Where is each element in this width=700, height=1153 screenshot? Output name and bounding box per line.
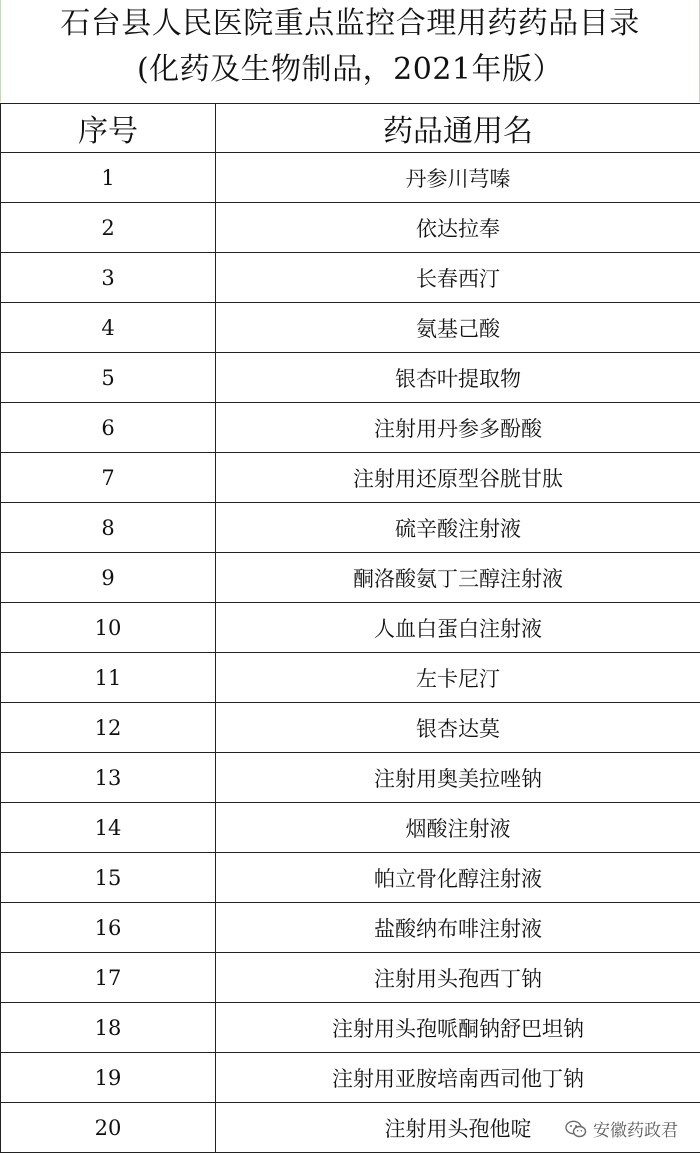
row-number: 14 (1, 803, 216, 853)
table-row (1, 1053, 700, 1103)
drug-name: 烟酸注射液 (216, 803, 700, 853)
row-number: 9 (1, 553, 216, 603)
drug-list-table (0, 103, 700, 1153)
drug-name: 银杏叶提取物 (216, 353, 700, 403)
row-number: 15 (1, 853, 216, 903)
table-row (1, 853, 700, 903)
table-row (1, 303, 700, 353)
table-row (1, 403, 700, 453)
drug-name: 左卡尼汀 (216, 653, 700, 703)
table-row (1, 703, 700, 753)
row-number: 3 (1, 253, 216, 303)
drug-name: 银杏达莫 (216, 703, 700, 753)
table-row (1, 453, 700, 503)
row-number: 17 (1, 953, 216, 1003)
drug-name: 氨基己酸 (216, 303, 700, 353)
document-title (0, 0, 700, 102)
drug-name: 帕立骨化醇注射液 (216, 853, 700, 903)
row-number: 7 (1, 453, 216, 503)
drug-name: 长春西汀 (216, 253, 700, 303)
table-row (1, 503, 700, 553)
row-number: 13 (1, 753, 216, 803)
table-row (1, 803, 700, 853)
table-header-row (1, 104, 700, 153)
wechat-icon (565, 1120, 587, 1138)
row-number: 8 (1, 503, 216, 553)
drug-name: 注射用头孢哌酮钠舒巴坦钠 (216, 1003, 700, 1053)
table-row (1, 353, 700, 403)
drug-name: 依达拉奉 (216, 203, 700, 253)
row-number: 1 (1, 153, 216, 203)
row-number: 10 (1, 603, 216, 653)
drug-name: 丹参川芎嗪 (216, 153, 700, 203)
table-row (1, 1003, 700, 1053)
row-number: 2 (1, 203, 216, 253)
title-line-2: (化药及生物制品，2021年版） (136, 52, 564, 87)
drug-name: 注射用头孢他啶 (216, 1103, 700, 1153)
row-number: 11 (1, 653, 216, 703)
table-row (1, 603, 700, 653)
row-number: 19 (1, 1053, 216, 1103)
watermark-text: 安徽药政君 (593, 1121, 678, 1141)
table-row (1, 153, 700, 203)
table-row (1, 253, 700, 303)
drug-name: 注射用亚胺培南西司他丁钠 (216, 1053, 700, 1103)
drug-name: 注射用还原型谷胱甘肽 (216, 453, 700, 503)
title-line-1: 石台县人民医院重点监控合理用药药品目录 (60, 6, 640, 41)
drug-name: 注射用奥美拉唑钠 (216, 753, 700, 803)
table-row (1, 553, 700, 603)
row-number: 6 (1, 403, 216, 453)
row-number: 4 (1, 303, 216, 353)
drug-name: 注射用丹参多酚酸 (216, 403, 700, 453)
drug-name: 酮洛酸氨丁三醇注射液 (216, 553, 700, 603)
row-number: 12 (1, 703, 216, 753)
column-header-number: 序号 (1, 104, 216, 153)
drug-name: 盐酸纳布啡注射液 (216, 903, 700, 953)
table-row (1, 203, 700, 253)
row-number: 20 (1, 1103, 216, 1153)
table-row (1, 753, 700, 803)
row-number: 18 (1, 1003, 216, 1053)
table-row (1, 903, 700, 953)
drug-name: 硫辛酸注射液 (216, 503, 700, 553)
table-row (1, 953, 700, 1003)
drug-name: 注射用头孢西丁钠 (216, 953, 700, 1003)
row-number: 16 (1, 903, 216, 953)
watermark (561, 1114, 682, 1143)
drug-name: 人血白蛋白注射液 (216, 603, 700, 653)
row-number: 5 (1, 353, 216, 403)
column-header-drug-name: 药品通用名 (216, 104, 700, 153)
table-row (1, 653, 700, 703)
